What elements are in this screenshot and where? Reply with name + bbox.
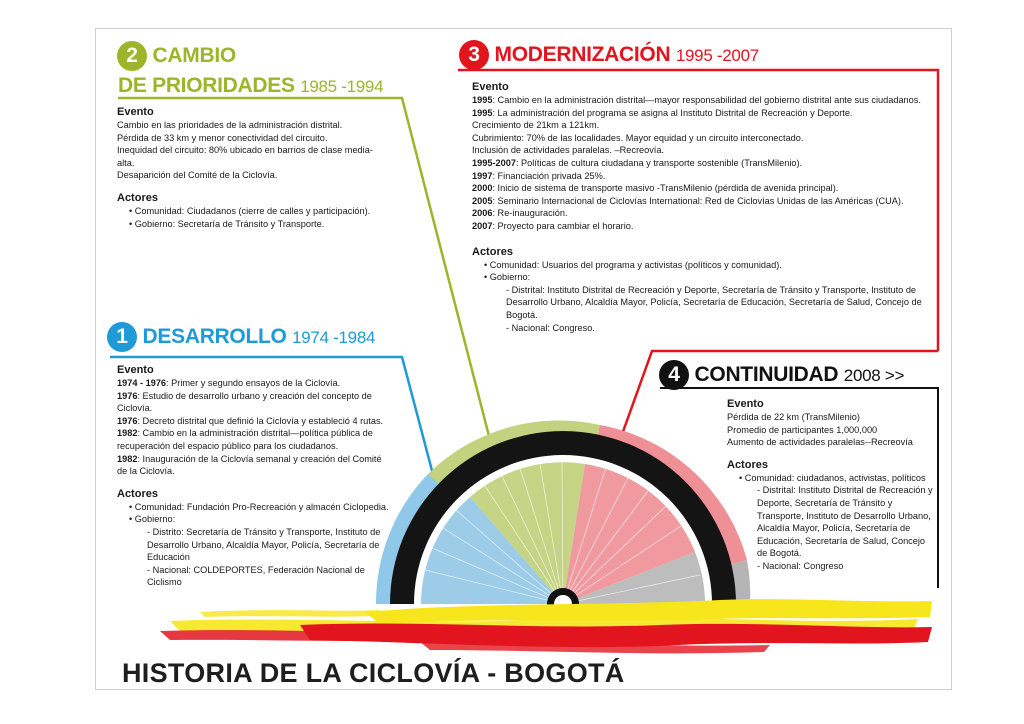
section-1-evento-4: 1982: Inauguración de la Ciclovía semanal y creación del Comité de la Ciclovía. (117, 453, 382, 477)
section-3-evento-7: 2000: Inicio de sistema de transporte masivo -TransMilenio (pérdida de avenida principal). (472, 183, 839, 194)
section-1-evento-0: 1974 - 1976: Primer y segundo ensayos de la Ciclovía. (117, 378, 341, 388)
section-3-evento-0: 1995: Cambio en la administración distrital—mayor responsabilidad del gobierno distrital ante sus ciudadanos. (472, 95, 921, 105)
section-2-evento-label: Evento (117, 106, 154, 118)
section-1-number: 1 (107, 322, 137, 352)
section-3-evento-6: 1997: Financiación privada 25%. (472, 170, 606, 181)
section-1-heading (107, 322, 375, 352)
section-1-evento-label: Evento (117, 364, 154, 376)
section-3-evento-8: 2005: Seminario Internacional de Ciclovías International: Red de Ciclovías Unidas de las Américas (CUA). (472, 195, 904, 206)
section-2-actor-1: • Gobierno: Secretaría de Tránsito y Transporte. (129, 218, 377, 231)
section-1-actor-0: • Comunidad: Fundación Pro-Recreación y almacén Ciclopedia. (129, 501, 389, 514)
section-4-actor-0: • Comunidad: ciudadanos, activistas, políticos (739, 472, 935, 485)
section-3-years: 1995 -2007 (675, 46, 759, 65)
section-2-actor-0: • Comunidad: Ciudadanos (cierre de calles y participación). (129, 205, 377, 218)
section-4-gobierno-0: - Distrital: Instituto Distrital de Recreación y Deporte, Secretaría de Tránsito y Transporte, Instituto de Desarrollo Urbano, Alcaldía Mayor, Policía, Secretaría de Educación, Secretaría de Salud, Concejo de Bogotá. (757, 485, 933, 559)
section-2-heading (117, 41, 236, 71)
section-2-body (117, 105, 377, 230)
section-2-actores-label: Actores (117, 191, 158, 204)
section-3-actores-label: Actores (472, 245, 513, 258)
section-3-body (472, 80, 930, 334)
section-3-title: MODERNIZACIÓN (494, 43, 671, 66)
section-4-evento-label: Evento (727, 398, 764, 410)
section-3-evento-4: Inclusión de actividades paralelas. –Recreovía. (472, 145, 665, 156)
section-2-evento-3: Desaparición del Comité de la Ciclovía. (117, 170, 278, 181)
section-2-evento-0: Cambio en las prioridades de la administración distrital. (117, 120, 343, 130)
section-1-gobierno-0: - Distrito: Secretaría de Tránsito y Transporte, Instituto de Desarrollo Urbano, Alcaldía Mayor, Policía, Secretaría de Educación (147, 526, 381, 563)
section-4-years: 2008 >> (843, 366, 905, 385)
section-3-gobierno-0: - Distrital: Instituto Distrital de Recreación y Deporte, Secretaría de Tránsito y Transporte, Instituto de Desarrollo Urbano, Alcaldía Mayor, Policía, Secretaría de Educación, Secretaría de Salud, Concejo de Bogotá. (506, 284, 922, 320)
section-3-actor-1: • Gobierno: (484, 271, 930, 284)
section-4-evento-2: Aumento de actividades paralelas--Recreovía (727, 437, 913, 448)
section-3-evento-1: 1995: La administración del programa se asigna al Instituto Distrital de Recreación y Deporte. (472, 107, 853, 118)
section-3-heading (459, 40, 759, 70)
section-1-years: 1974 -1984 (292, 328, 376, 347)
poster-title: HISTORIA DE LA CICLOVÍA - BOGOTÁ (122, 658, 625, 688)
section-2-number: 2 (117, 41, 147, 71)
section-4-evento-1: Promedio de participantes 1,000,000 (727, 424, 878, 435)
section-1-actores-label: Actores (117, 487, 158, 500)
section-3-evento-2: Crecimiento de 21km a 121km. (472, 120, 600, 131)
section-3-evento-9: 2006: Re-inauguración. (472, 208, 568, 219)
section-1-evento-1: 1976: Estudio de desarrollo urbano y creación del concepto de Ciclovía. (117, 390, 372, 414)
section-2-evento-1: Pérdida de 33 km y menor conectividad del circuito. (117, 132, 328, 143)
section-4-heading (659, 360, 904, 390)
section-1-evento-3: 1982: Cambio en la administración distrital—política pública de recuperación del espacio público para los ciudadanos. (117, 428, 373, 451)
section-1-body (117, 363, 389, 589)
section-2-years: 1985 -1994 (300, 77, 384, 96)
section-1-gobierno-1: - Nacional: COLDEPORTES, Federación Nacional de Ciclismo (147, 564, 365, 588)
section-1-title: DESARROLLO (142, 325, 287, 348)
section-4-evento-0: Pérdida de 22 km (TransMilenio) (727, 412, 860, 422)
section-1-actor-1: • Gobierno: (129, 513, 389, 526)
section-3-gobierno-1: - Nacional: Congreso. (506, 322, 595, 333)
section-2-title-line1: CAMBIO (152, 44, 236, 67)
section-4-body (727, 397, 935, 573)
section-3-number: 3 (459, 40, 489, 70)
section-3-actor-0: • Comunidad: Usuarios del programa y activistas (políticos y comunidad). (484, 259, 930, 272)
section-1-evento-2: 1976: Decreto distrital que definió la Ciclovía y estableció 4 rutas. (117, 415, 384, 426)
section-3-evento-label: Evento (472, 81, 509, 93)
section-3-evento-10: 2007: Proyecto para cambiar el horario. (472, 220, 634, 231)
section-2-evento-2: Inequidad del circuito: 80% ubicado en barrios de clase media-alta. (117, 145, 373, 168)
section-4-gobierno-1: - Nacional: Congreso (757, 560, 844, 571)
section-2-title-line2: DE PRIORIDADES (118, 74, 295, 97)
road-paint-strokes (160, 599, 932, 653)
section-4-actores-label: Actores (727, 458, 768, 471)
section-3-evento-5: 1995-2007: Políticas de cultura ciudadana y transporte sostenible (TransMilenio). (472, 157, 803, 168)
section-3-evento-3: Cubrimiento: 70% de las localidades. Mayor equidad y un circuito interconectado. (472, 132, 804, 143)
section-4-number: 4 (659, 360, 689, 390)
section-2-heading-line2 (118, 74, 383, 98)
section-4-title: CONTINUIDAD (694, 363, 839, 386)
